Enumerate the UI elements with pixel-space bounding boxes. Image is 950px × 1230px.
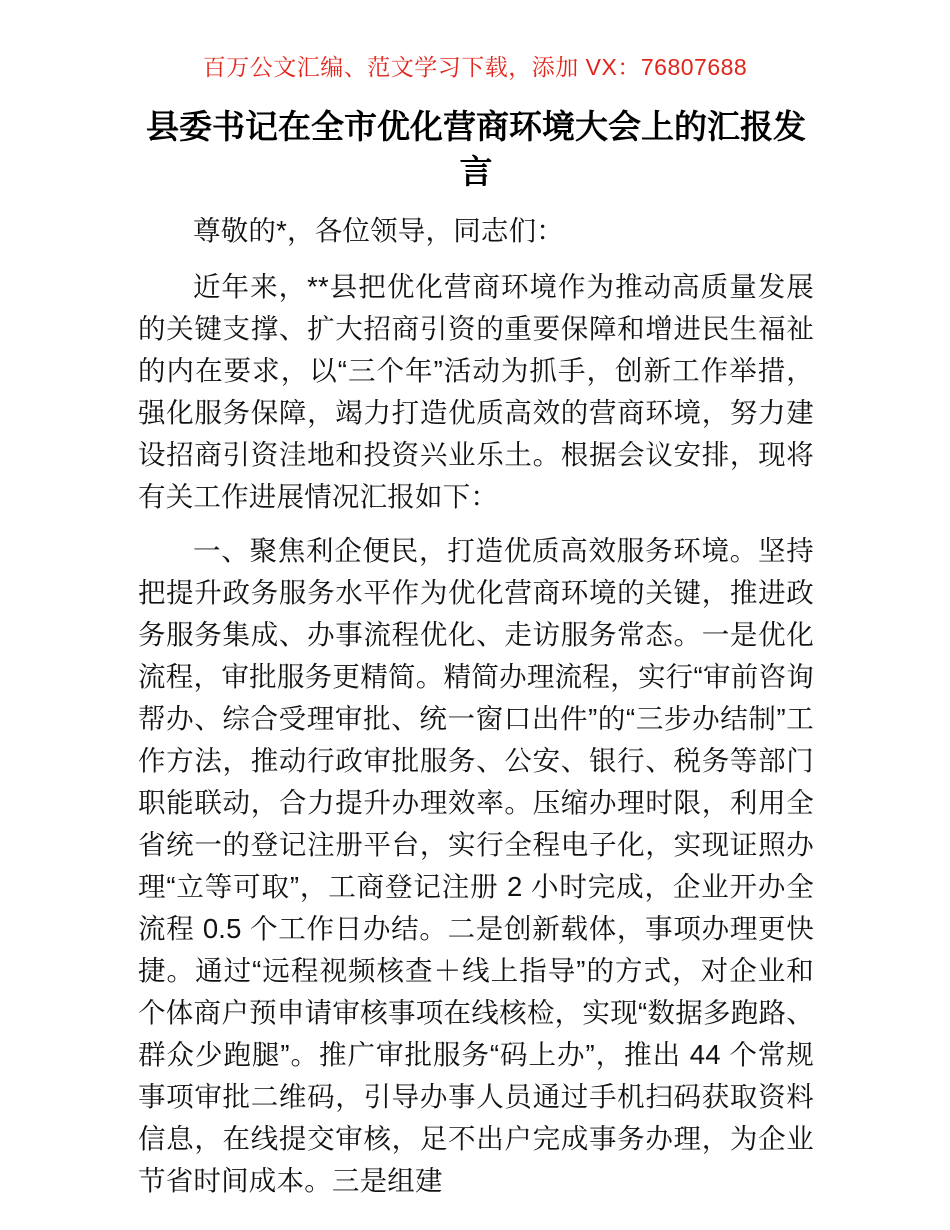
- salutation-line: 尊敬的*，各位领导，同志们：: [193, 215, 565, 246]
- body-paragraph-1: 近年来，**县把优化营商环境作为推动高质量发展的关键支撑、扩大招商引资的重要保障和增进民生福祉的内在要求，以“三个年”活动为抓手，创新工作举措，强化服务保障，竭力打造优质高效的营商环境，努力建设招商引资洼地和投资兴业乐土。根据会议安排，现将有关工作进展情况汇报如下：: [138, 271, 814, 512]
- body-paragraph-2: 一、聚焦利企便民，打造优质高效服务环境。坚持把提升政务服务水平作为优化营商环境的关键，推进政务服务集成、办事流程优化、走访服务常态。一是优化流程，审批服务更精简。精简办理流程，实行“审前咨询帮办、综合受理审批、统一窗口出件”的“三步办结制”工作方法，推动行政审批服务、公安、银行、税务等部门职能联动，合力提升办理效率。压缩办理时限，利用全省统一的登记注册平台，实行全程电子化，实现证照办理“立等可取”，工商登记注册 2 小时完成，企业开办全流程 0.5 个工作日办结。二是创新载体，事项办理更快捷。通过“远程视频核查＋线上指导”的方式，对企业和个体商户预申请审核事项在线核检，实现“数据多跑路、群众少跑腿”。推广审批服务“码上办”，推出 44 个常规事项审批二维码，引导办事人员通过手机扫码获取资料信息，在线提交审核，足不出户完成事务办理，为企业节省时间成本。三是组建: [138, 535, 814, 1196]
- promo-watermark-text: 百万公文汇编、范文学习下载，添加 VX：76807688: [202, 54, 748, 80]
- document-title: 县委书记在全市优化营商环境大会上的汇报发言: [146, 108, 806, 190]
- document-body: [138, 104, 814, 1202]
